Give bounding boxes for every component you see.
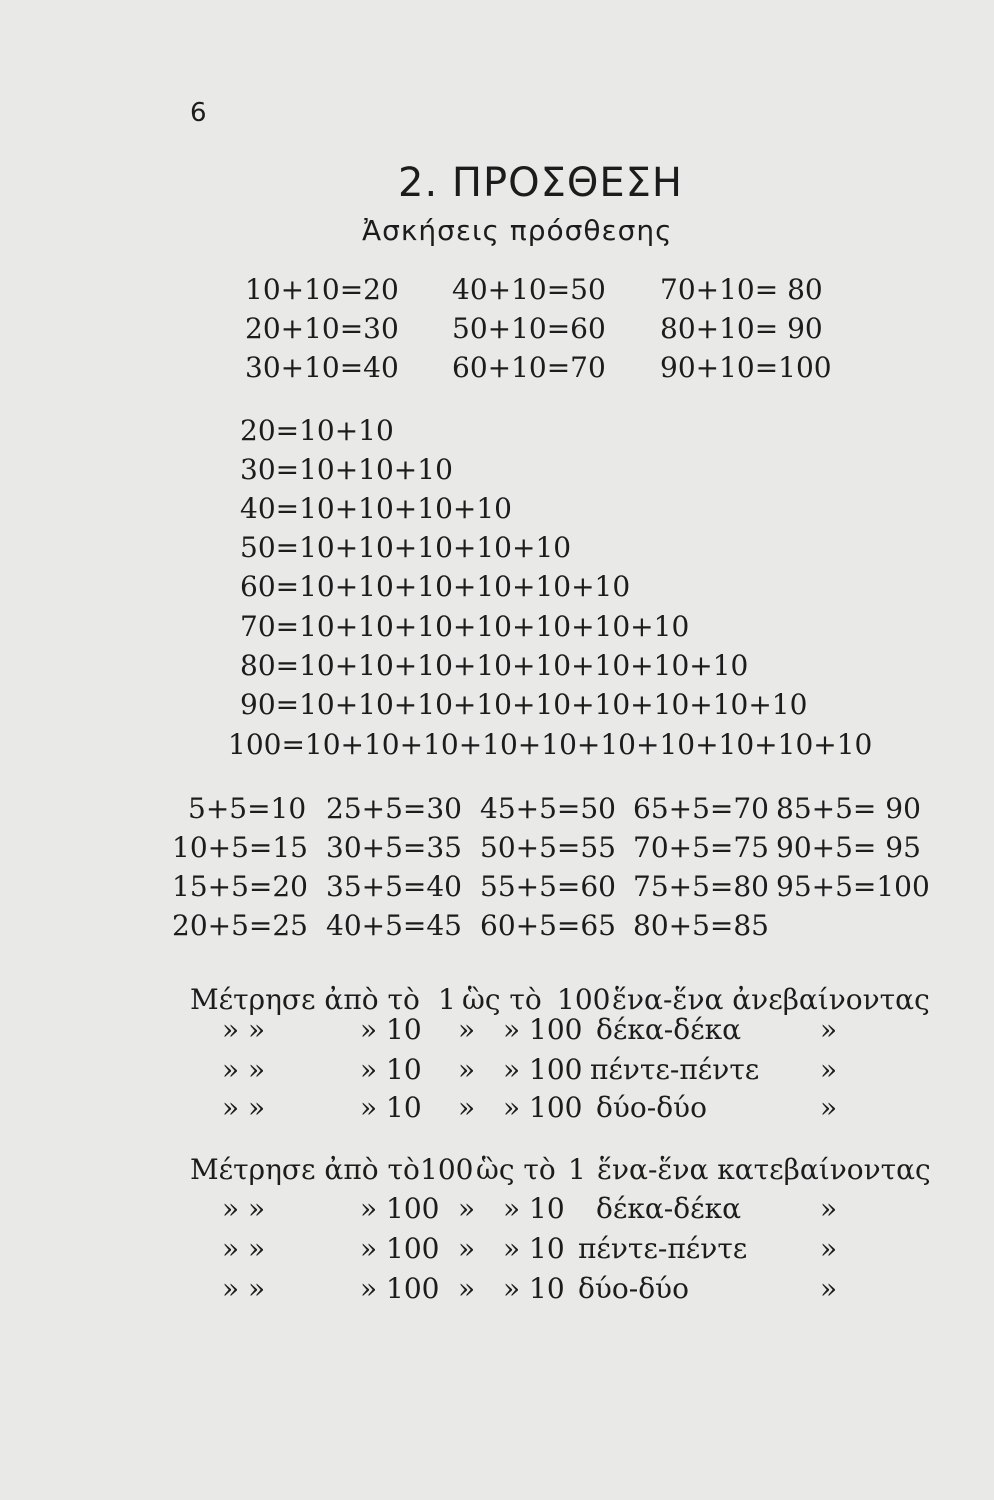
tens-equation: 50+10=60 — [452, 312, 606, 345]
tens-equation: 20+10=30 — [245, 312, 399, 345]
page-number: 6 — [190, 98, 207, 128]
fives-equation: 10+5=15 — [172, 831, 308, 864]
fives-equation: 75+5=80 — [633, 870, 769, 903]
fives-equation: 50+5=55 — [480, 831, 616, 864]
decomposition-line: 70=10+10+10+10+10+10+10 — [240, 610, 690, 643]
decomposition-line: 30=10+10+10 — [240, 453, 453, 486]
fives-equation: 55+5=60 — [480, 870, 616, 903]
page-title: 2. ΠΡΟΣΘΕΣΗ — [398, 160, 683, 206]
tens-equation: 70+10= 80 — [660, 273, 823, 306]
decomposition-line: 90=10+10+10+10+10+10+10+10+10 — [240, 688, 808, 721]
tens-equation: 40+10=50 — [452, 273, 606, 306]
tens-equation: 60+10=70 — [452, 351, 606, 384]
fives-equation: 90+5= 95 — [776, 831, 921, 864]
fives-equation: 80+5=85 — [633, 909, 769, 942]
fives-equation: 30+5=35 — [326, 831, 462, 864]
fives-equation: 95+5=100 — [776, 870, 930, 903]
book-page: 6 2. ΠΡΟΣΘΕΣΗ Ἀσκήσεις πρόσθεσης 10+10=20 20+10=30 30+10=40 40+10=50 50+10=60 60+10=70 70+10= 80 80+10= 90 90+10=100 20=10+10 30=10+10+10 40=10+10+10+10 50=10+10+10+10+10 60=10+10+10+10+10+10 70=10+10+10+10+10+10+10 80=10+10+10+10+10+10+10+10 90=10+10+10+10+10+10+10+10+10 100=10+10+10+10+10+10+10+10+10+10 5+5=10 10+5=15 15+5=20 20+5=25 25+5=30 30+5=35 35+5=40 40+5=45 45+5=50 50+5=55 55+5=60 60+5=65 65+5=70 70+5=75 75+5=80 80+5=85 85+5= 90 90+5= 95 95+5=100 Μέτρησε ἀπὸ τὸ 1 ὣς τὸ 100 ἕνα-ἕνα ἀνεβαίνοντας » » » 10 » » 100 δέκα-δέκα » » » » 10 » » 100 πέντε-πέντε » » » » 10 » » 100 δύο-δύο » Μέτρησε ἀπὸ τὸ 100 ὣς τὸ 1 ἕνα-ἕνα κατεβαίνοντας » » » 100 » » 10 δέκα-δέκα » » » » 100 » » 10 πέντε-πέντε » » » » 100 » » 10 δύο-δύο » — [172, 98, 931, 1305]
fives-equation: 5+5=10 — [188, 792, 307, 825]
fives-equation: 45+5=50 — [480, 792, 616, 825]
fives-equation: 25+5=30 — [326, 792, 462, 825]
decomposition-line: 80=10+10+10+10+10+10+10+10 — [240, 649, 749, 682]
fives-equation: 40+5=45 — [326, 909, 462, 942]
tens-equation: 80+10= 90 — [660, 312, 823, 345]
decomposition-line: 100=10+10+10+10+10+10+10+10+10+10 — [228, 728, 873, 761]
fives-equation: 35+5=40 — [326, 870, 462, 903]
page-subtitle: Ἀσκήσεις πρόσθεσης — [362, 214, 673, 247]
decomposition-line: 40=10+10+10+10 — [240, 492, 512, 525]
fives-equation: 65+5=70 — [633, 792, 769, 825]
fives-equation: 85+5= 90 — [776, 792, 921, 825]
fives-equation: 60+5=65 — [480, 909, 616, 942]
fives-equation: 20+5=25 — [172, 909, 308, 942]
decomposition-line: 20=10+10 — [240, 414, 394, 447]
decomposition-line: 50=10+10+10+10+10 — [240, 531, 572, 564]
tens-equation: 90+10=100 — [660, 351, 832, 384]
fives-equation: 15+5=20 — [172, 870, 308, 903]
tens-equation: 10+10=20 — [245, 273, 399, 306]
fives-equation: 70+5=75 — [633, 831, 769, 864]
tens-equation: 30+10=40 — [245, 351, 399, 384]
decomposition-line: 60=10+10+10+10+10+10 — [240, 570, 631, 603]
